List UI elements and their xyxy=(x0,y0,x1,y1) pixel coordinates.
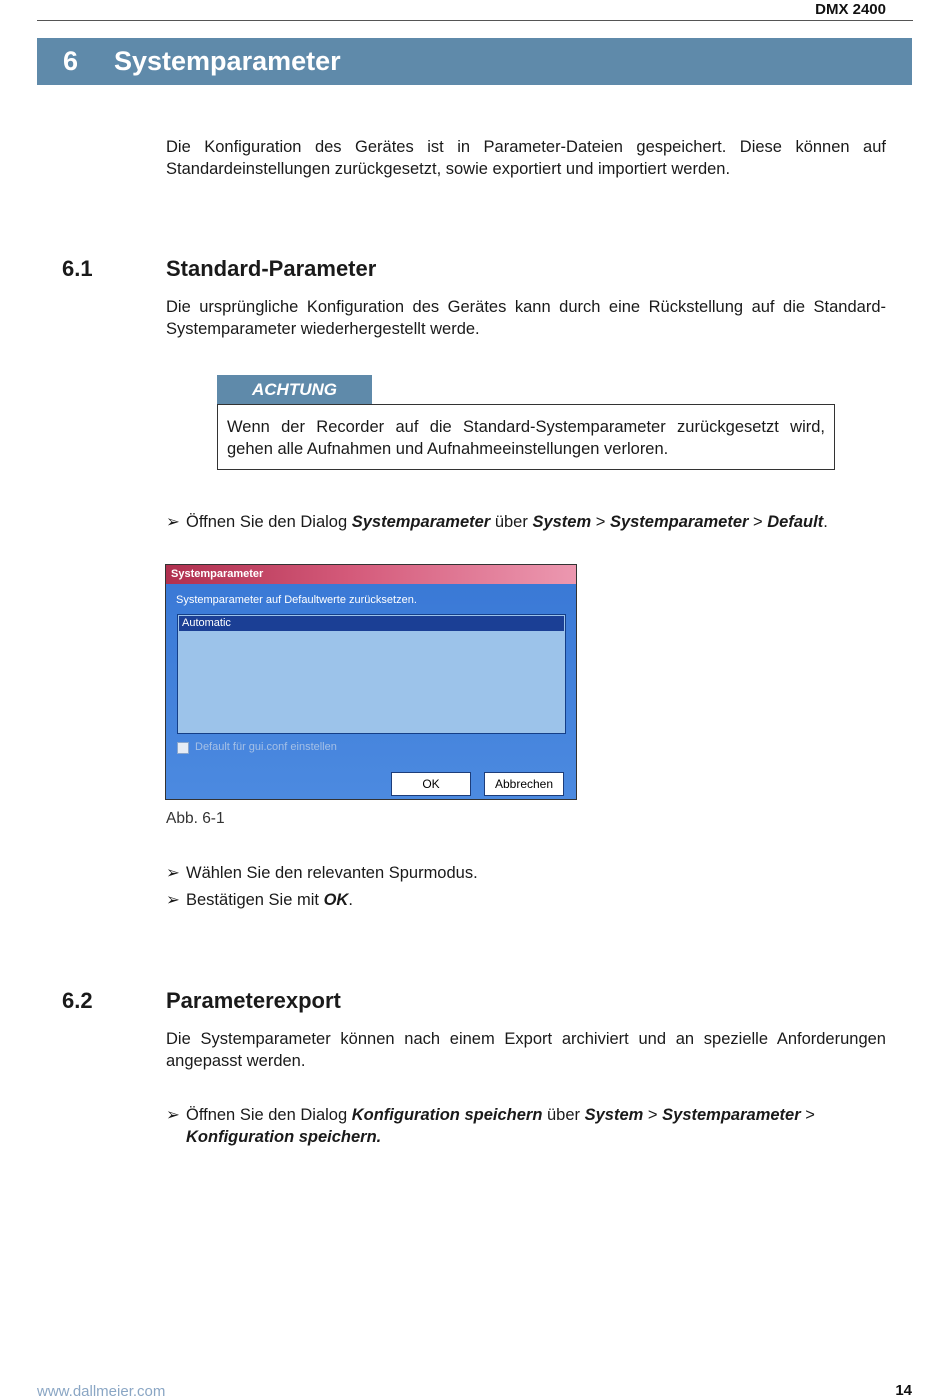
menu-path-item: Default xyxy=(767,513,824,531)
list-item[interactable] xyxy=(179,616,564,631)
chapter-title: Systemparameter xyxy=(114,46,341,76)
header-rule xyxy=(37,20,913,21)
footer-url[interactable]: www.dallmeier.com xyxy=(37,1383,166,1400)
section-number: 6.2 xyxy=(62,988,93,1013)
list-item-label: Automatic xyxy=(182,617,231,629)
section-paragraph: Die Systemparameter können nach einem Export archiviert und an spezielle Anforderungen angepasst werden. xyxy=(166,1030,886,1070)
ok-reference: OK xyxy=(323,891,349,909)
default-checkbox[interactable] xyxy=(177,742,189,754)
mode-list[interactable] xyxy=(177,614,566,734)
arrow-icon: ➢ xyxy=(166,1106,180,1124)
menu-path-item: Systemparameter xyxy=(609,513,749,531)
header-model: DMX 2400 xyxy=(815,1,886,18)
instruction-step xyxy=(166,1104,888,1148)
menu-path-item: Systemparameter xyxy=(662,1106,801,1124)
instruction-step xyxy=(166,889,896,911)
warning-text: Wenn der Recorder auf die Standard-Systemparameter zurückgesetzt wird, gehen alle Aufnahmen und Aufnahmeeinstellungen verloren. xyxy=(227,418,825,458)
arrow-icon: ➢ xyxy=(166,513,180,531)
section-title: Parameterexport xyxy=(166,988,341,1013)
step-text: Bestätigen Sie mit xyxy=(186,891,324,909)
checkbox-label: Default für gui.conf einstellen xyxy=(195,741,337,753)
dialog-title: Systemparameter xyxy=(171,568,264,580)
path-separator: > xyxy=(748,513,768,531)
instruction-step xyxy=(166,511,896,533)
ok-button[interactable]: OK xyxy=(391,772,471,796)
chapter-number: 6 xyxy=(63,46,79,76)
systemparameter-dialog xyxy=(165,564,577,800)
path-separator: > xyxy=(643,1106,663,1124)
menu-path-item: System xyxy=(584,1106,644,1124)
dialog-name: Systemparameter xyxy=(351,513,491,531)
step-text: Wählen Sie den relevanten Spurmodus. xyxy=(186,864,478,882)
menu-path-item: System xyxy=(532,513,592,531)
dialog-titlebar[interactable] xyxy=(166,565,576,584)
cancel-button[interactable]: Abbrechen xyxy=(484,772,564,796)
arrow-icon: ➢ xyxy=(166,891,180,909)
step-text: Öffnen Sie den Dialog xyxy=(186,513,352,531)
section-number: 6.1 xyxy=(62,256,93,281)
arrow-icon: ➢ xyxy=(166,864,180,882)
dialog-name: Konfiguration speichern xyxy=(351,1106,543,1124)
step-text: . xyxy=(348,891,353,909)
path-separator: > xyxy=(800,1106,815,1124)
step-text: . xyxy=(823,513,828,531)
dialog-prompt: Systemparameter auf Defaultwerte zurücksetzen. xyxy=(176,594,417,606)
intro-paragraph: Die Konfiguration des Gerätes ist in Parameter-Dateien gespeichert. Diese können auf Standardeinstellungen zurückgesetzt, sowie exportiert und importiert werden. xyxy=(166,138,886,178)
page-number: 14 xyxy=(895,1382,912,1399)
section-title: Standard-Parameter xyxy=(166,256,377,281)
path-separator: > xyxy=(591,513,610,531)
menu-path-item: Konfiguration speichern. xyxy=(186,1128,382,1146)
section-paragraph: Die ursprüngliche Konfiguration des Gerätes kann durch eine Rückstellung auf die Standard-Systemparameter wiederhergestellt werde. xyxy=(166,298,886,338)
step-text: über xyxy=(490,513,533,531)
chapter-heading xyxy=(37,38,912,85)
step-text: Öffnen Sie den Dialog xyxy=(186,1106,352,1124)
dialog-body xyxy=(166,584,576,799)
instruction-step xyxy=(166,862,896,884)
warning-label: ACHTUNG xyxy=(217,375,372,405)
step-text: über xyxy=(542,1106,585,1124)
figure-caption: Abb. 6-1 xyxy=(166,810,225,827)
